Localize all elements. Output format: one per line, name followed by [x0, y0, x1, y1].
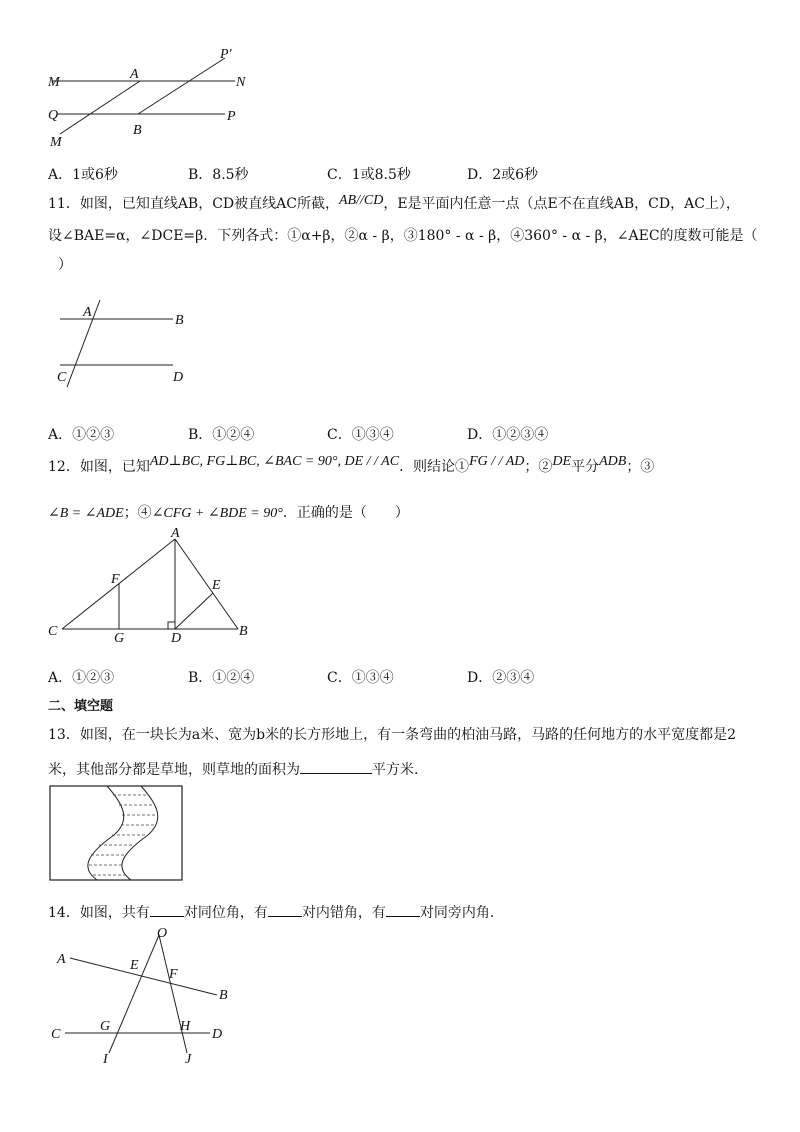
- q11-option-d[interactable]: D．①②③④: [467, 427, 549, 443]
- label-b: B: [133, 123, 142, 138]
- road-left-edge: [88, 786, 124, 880]
- q13-answer-blank[interactable]: [300, 759, 372, 774]
- q12-option-a[interactable]: A．①②③: [48, 670, 115, 686]
- q12-line1: [48, 454, 655, 477]
- q12-conclusion-4: ∠CFG + ∠BDE = 90°: [151, 506, 283, 521]
- q12-conclusion-3: ∠B = ∠ADE: [48, 506, 124, 521]
- side-ab: [175, 539, 238, 629]
- label-i: I: [103, 1052, 108, 1067]
- label-e: E: [212, 578, 221, 593]
- q10-option-d[interactable]: D．2或6秒: [467, 167, 539, 183]
- q14-line: [48, 902, 494, 922]
- figure-q12: [40, 525, 270, 645]
- q12-option-d[interactable]: D．②③④: [467, 670, 535, 686]
- q13-line2: [48, 759, 418, 779]
- q12-option-c[interactable]: C．①③④: [327, 670, 394, 686]
- label-d: D: [212, 1027, 223, 1042]
- line-oi: [109, 935, 159, 1053]
- q11-option-c[interactable]: C．①③④: [327, 427, 394, 443]
- q13-text-a: 米，其他部分都是草地，则草地的面积为: [48, 762, 300, 778]
- label-a: A: [83, 305, 92, 320]
- q12-option-b[interactable]: B．①②④: [188, 670, 255, 686]
- label-g: G: [100, 1019, 111, 1034]
- label-j: J: [185, 1052, 192, 1067]
- label-m-bottom: M: [50, 135, 62, 150]
- right-angle-mark: [168, 622, 175, 629]
- q14-text-4: 对同旁内角.: [419, 905, 495, 921]
- label-p: P: [227, 109, 236, 124]
- q12-conclusion-2a: DE: [552, 454, 572, 469]
- label-n: N: [236, 75, 246, 90]
- q14-text-3: 对内错角，有: [301, 905, 386, 921]
- road-right-edge: [122, 786, 158, 880]
- q14-blank-1[interactable]: [150, 902, 184, 917]
- q14-blank-2[interactable]: [268, 902, 302, 917]
- q11-line3: ）: [58, 257, 72, 273]
- q12-c2mid: 平分: [571, 459, 600, 475]
- label-a: A: [171, 526, 180, 541]
- figure-q13: [49, 785, 184, 882]
- q10-option-a[interactable]: A．1或6秒: [48, 167, 118, 183]
- label-f: F: [111, 572, 120, 587]
- label-h: H: [180, 1019, 191, 1034]
- label-b: B: [239, 624, 248, 639]
- q14-text-1: 14．如图，共有: [48, 905, 150, 921]
- q12-sep1: ；②: [524, 459, 553, 475]
- q12-given: AD⊥BC, FG⊥BC, ∠BAC = 90°, DE / / AC: [149, 454, 400, 469]
- q10-option-c[interactable]: C．1或8.5秒: [327, 167, 411, 183]
- label-a: A: [130, 67, 139, 82]
- q11-line1: [48, 195, 740, 214]
- label-m-top: M: [48, 75, 60, 90]
- q10-option-b[interactable]: B．8.5秒: [188, 167, 249, 183]
- label-c: C: [48, 624, 58, 639]
- q12-mid: ．则结论①: [399, 459, 470, 475]
- q14-blank-3[interactable]: [386, 902, 420, 917]
- label-d: D: [173, 370, 184, 385]
- q12-sep2: ；③: [626, 459, 655, 475]
- figure-q10: [40, 40, 300, 155]
- q11-line2: 设∠BAE=α，∠DCE=β．下列各式：①α+β，②α - β，③180° - α - β，④360° - α - β，∠AEC的度数可能是（: [48, 228, 758, 244]
- q13-line1: 13．如图，在一块长为a米、宽为b米的长方形地上，有一条弯曲的柏油马路，马路的任何地方的水平宽度都是2: [48, 727, 737, 743]
- label-e: E: [130, 958, 139, 973]
- q12-line2: [48, 504, 409, 523]
- q12-conclusion-1: FG / / AD: [469, 454, 525, 469]
- q11-formula: AB//CD: [338, 193, 384, 208]
- q11-option-a[interactable]: A．①②③: [48, 427, 115, 443]
- label-c: C: [51, 1027, 61, 1042]
- figure-q11: [45, 295, 205, 395]
- q11-line1-tail: ，E是平面内任意一点（点E不在直线AB，CD，AC上），: [383, 196, 740, 212]
- label-o: O: [157, 926, 168, 941]
- q12-conclusion-2b: ADB: [599, 454, 627, 469]
- line-oj: [159, 935, 187, 1053]
- section-fill-in-blanks: 二、填空题: [48, 699, 114, 714]
- q11-option-b[interactable]: B．①②④: [188, 427, 255, 443]
- label-a: A: [57, 952, 66, 967]
- q13-text-b: 平方米.: [372, 762, 419, 778]
- label-c: C: [57, 370, 67, 385]
- q12-tail: ．正确的是（ ）: [282, 505, 409, 521]
- q12-sep3: ；④: [123, 505, 152, 521]
- line-am: [60, 81, 140, 134]
- q11-line1-text: 11．如图，已知直线AB，CD被直线AC所截，: [48, 196, 339, 212]
- label-g: G: [114, 631, 125, 645]
- q12-prefix: 12．如图，已知: [48, 459, 150, 475]
- q14-text-2: 对同位角，有: [183, 905, 268, 921]
- label-p-prime: P′: [220, 47, 232, 62]
- segment-de: [175, 593, 213, 629]
- line-ab: [70, 958, 217, 995]
- label-b: B: [175, 313, 184, 328]
- label-q: Q: [48, 108, 59, 123]
- figure-q14: [45, 925, 255, 1070]
- label-f: F: [169, 967, 178, 982]
- label-d: D: [171, 631, 182, 645]
- label-b: B: [219, 988, 228, 1003]
- line-bp-prime: [138, 58, 225, 114]
